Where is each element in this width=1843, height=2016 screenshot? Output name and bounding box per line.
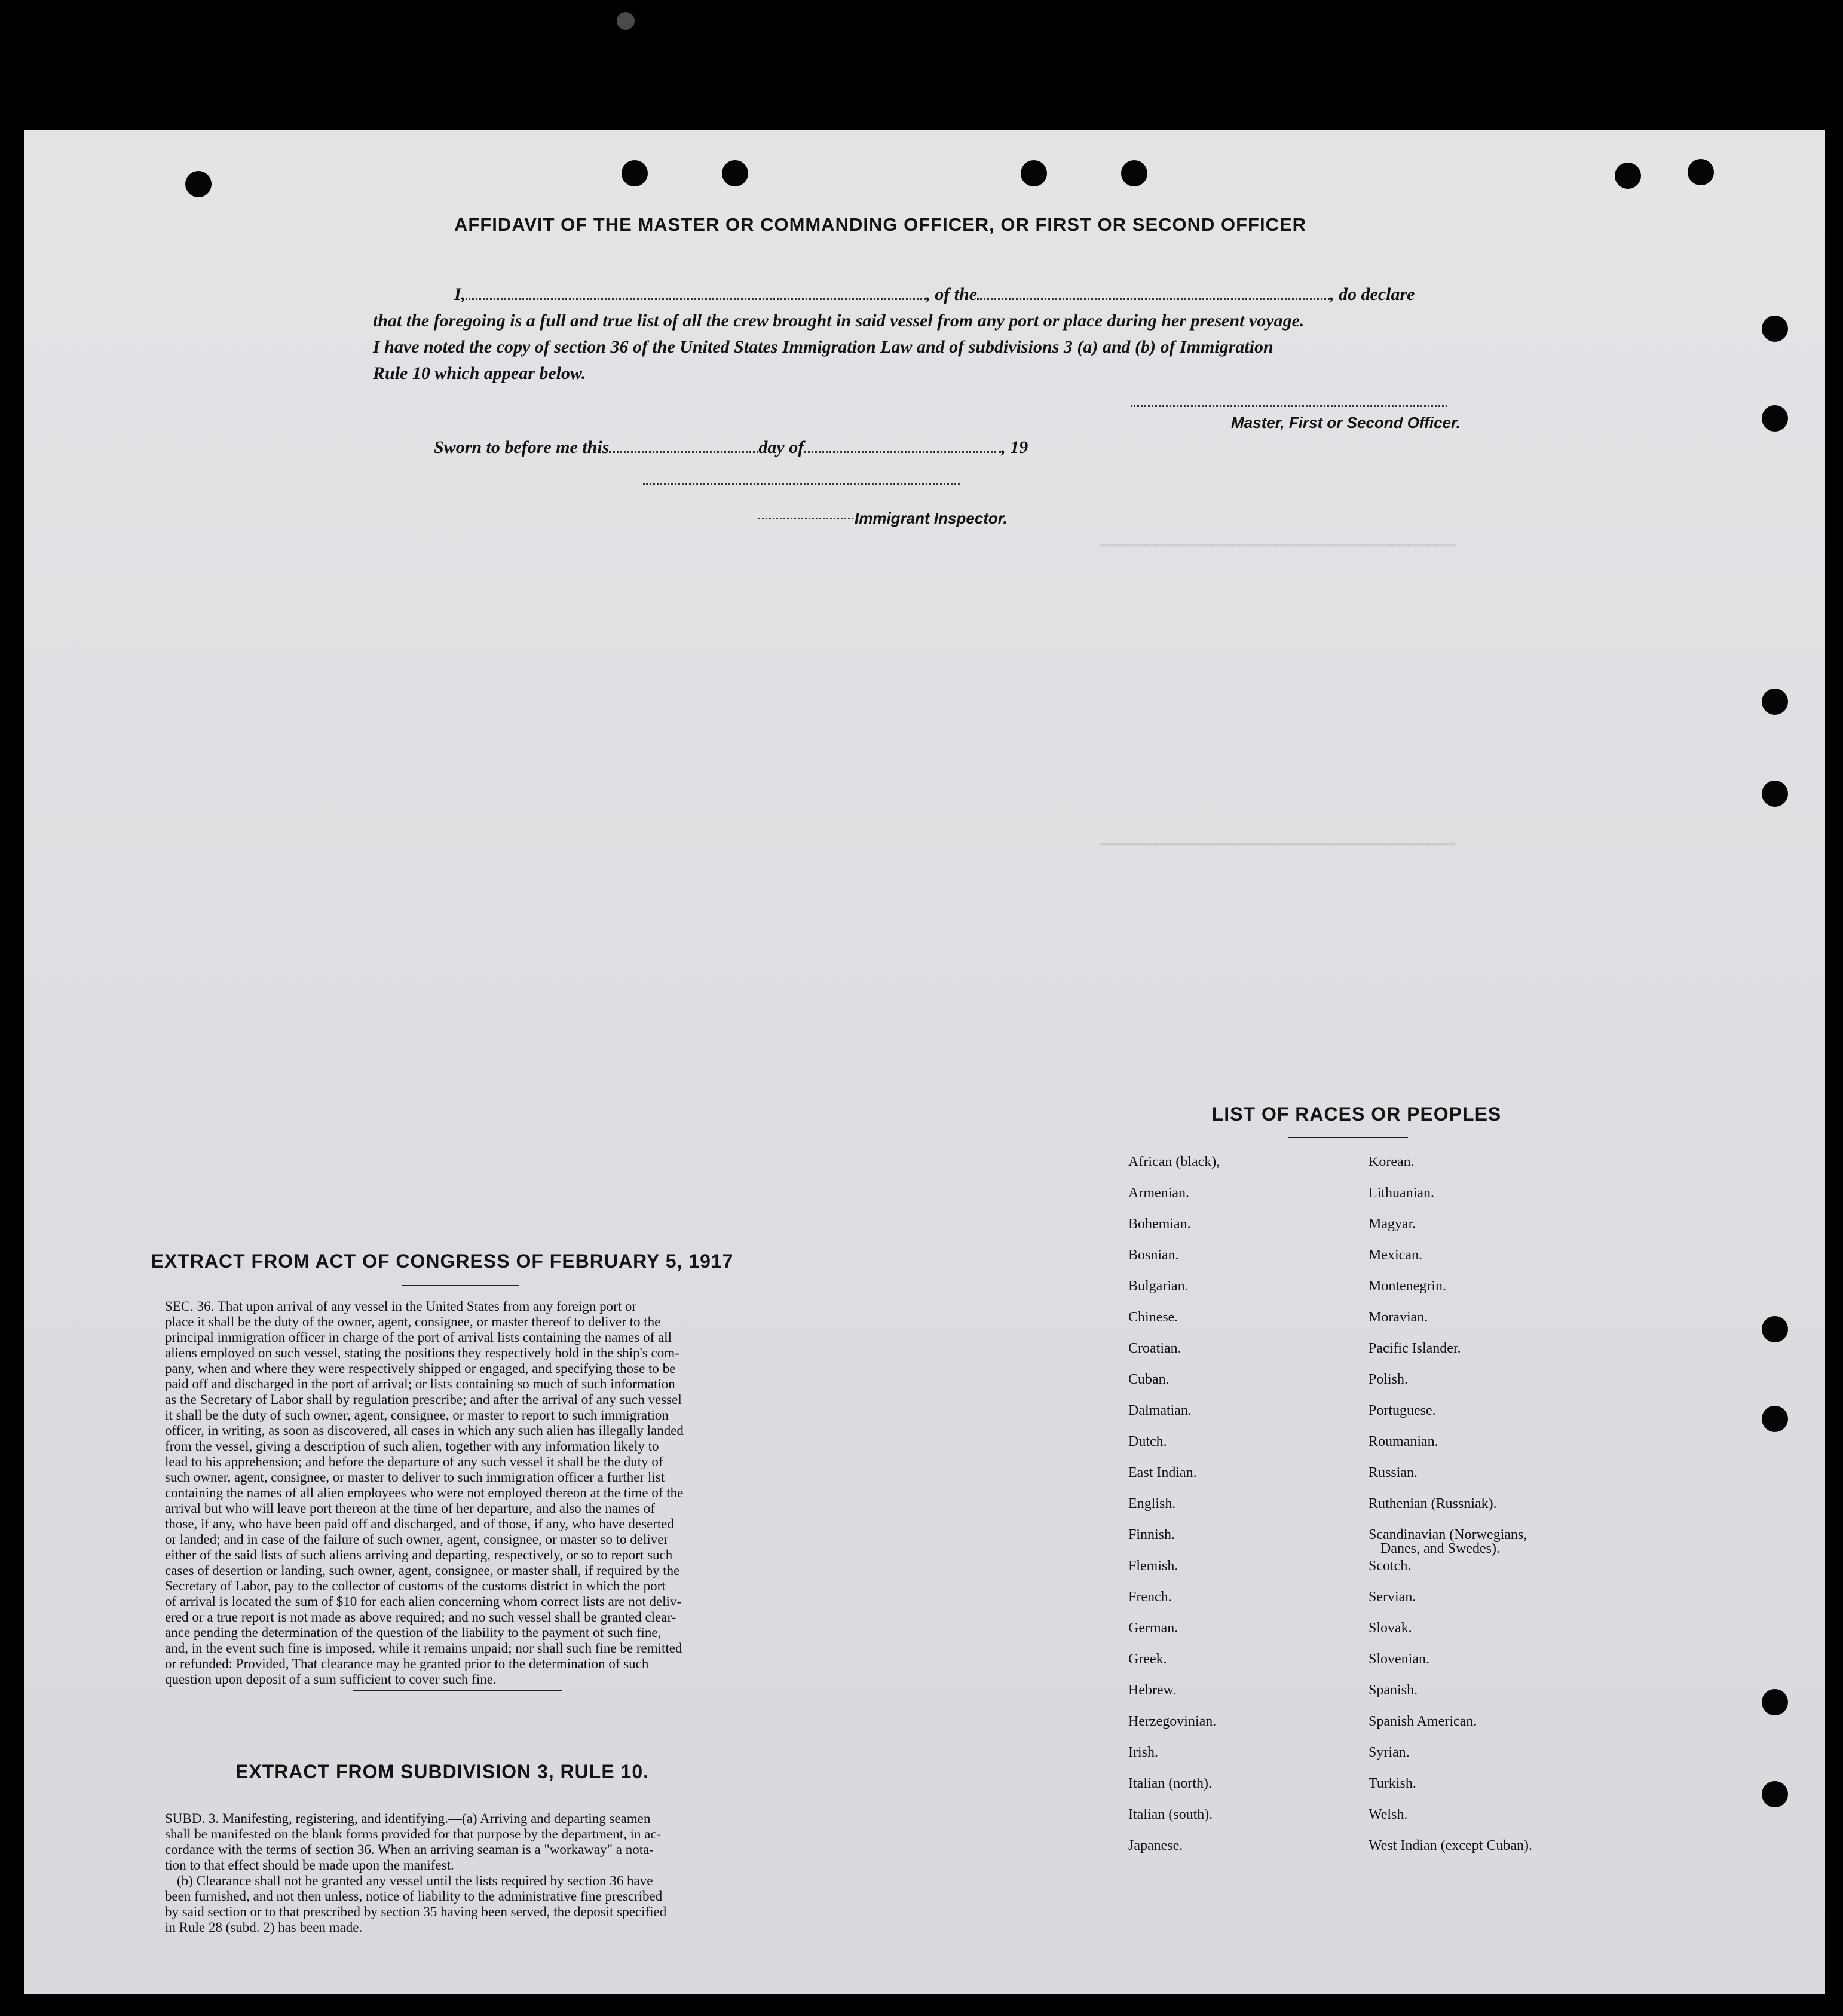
race-item: Danes, and Swedes).	[1380, 1541, 1500, 1556]
sworn-year: , 19	[1001, 438, 1028, 457]
sworn-line	[434, 438, 1211, 458]
act-line: containing the names of all alien employees who were not employed thereon at the time of the	[165, 1485, 684, 1500]
punch-hole	[722, 160, 748, 186]
race-item: Cuban.	[1128, 1372, 1170, 1387]
race-item: Slovak.	[1369, 1620, 1412, 1636]
race-item: English.	[1128, 1496, 1176, 1512]
race-item: Dalmatian.	[1128, 1403, 1192, 1418]
show-through-texture: ━━━━━━━━━━━━━━━━━━━━━━━━━━━━━━━━━━━━━━	[1100, 836, 1455, 854]
act-line: either of the said lists of such aliens arriving and departing, respectively, or so to report such	[165, 1547, 673, 1562]
punch-hole	[622, 160, 648, 186]
sworn-day-field[interactable]	[609, 451, 758, 453]
race-item: Flemish.	[1128, 1558, 1178, 1574]
inspector-signature-line[interactable]	[643, 483, 960, 485]
declaration-i: I,	[454, 284, 466, 304]
race-item: Korean.	[1369, 1154, 1415, 1170]
rule-extract-title: EXTRACT FROM SUBDIVISION 3, RULE 10.	[235, 1761, 650, 1782]
race-item: Bulgarian.	[1128, 1278, 1189, 1294]
inspector-signature-line-2[interactable]	[758, 518, 853, 519]
punch-hole	[1762, 1316, 1788, 1342]
race-item: Croatian.	[1128, 1341, 1181, 1356]
punch-hole	[1121, 160, 1147, 186]
race-item: Bosnian.	[1128, 1247, 1179, 1263]
race-item: Mexican.	[1369, 1247, 1422, 1263]
race-item: Chinese.	[1128, 1310, 1178, 1325]
race-item: Herzegovinian.	[1128, 1714, 1217, 1729]
officer-name-field[interactable]	[466, 298, 926, 300]
act-line: from the vessel, giving a description of such alien, together with any information likely to	[165, 1439, 659, 1454]
act-line: pany, when and where they were respectively shipped or engaged, and specifying those to be	[165, 1361, 676, 1376]
sworn-day-of: day of	[758, 438, 804, 457]
act-line: cases of desertion or landing, such owner, agent, consignee, or master shall, if required by the	[165, 1563, 680, 1578]
act-line: question upon deposit of a sum sufficient to cover such fine.	[165, 1672, 497, 1687]
races-title: LIST OF RACES OR PEOPLES	[1211, 1103, 1502, 1125]
race-item: Servian.	[1369, 1589, 1416, 1605]
act-line: paid off and discharged in the port of arrival; or lists containing so much of such information	[165, 1376, 675, 1391]
race-item: Polish.	[1369, 1372, 1409, 1387]
act-extract-title: EXTRACT FROM ACT OF CONGRESS OF FEBRUARY 5, 1917	[151, 1250, 734, 1272]
race-item: Hebrew.	[1128, 1682, 1177, 1698]
declaration-do-declare: , do declare	[1330, 284, 1415, 304]
declaration-line-4: Rule 10 which appear below.	[373, 363, 586, 383]
race-item: Slovenian.	[1369, 1651, 1429, 1667]
rule-line: shall be manifested on the blank forms provided for that purpose by the department, in ac-	[165, 1827, 662, 1841]
race-item: Scandinavian (Norwegians,	[1369, 1527, 1527, 1543]
sworn-prefix: Sworn to before me this	[434, 438, 610, 457]
race-item: Japanese.	[1128, 1838, 1183, 1853]
race-item: Magyar.	[1369, 1216, 1416, 1232]
act-line: such owner, agent, consignee, or master to deliver to such immigration officer a further list	[165, 1470, 665, 1485]
master-signature-label: Master, First or Second Officer.	[1231, 414, 1461, 432]
sworn-month-field[interactable]	[804, 451, 1001, 453]
race-item: Irish.	[1128, 1745, 1158, 1760]
show-through-texture: ━━━━━━━━━━━━━━━━━━━━━━━━━━━━━━━━━━━━━━	[1100, 537, 1455, 555]
race-item: Scotch.	[1369, 1558, 1412, 1574]
document-page	[24, 130, 1825, 1994]
race-item: Italian (south).	[1128, 1807, 1213, 1822]
act-line: of arrival is located the sum of $10 for each alien concerning whom correct lists are not deliv-	[165, 1594, 682, 1609]
punch-hole	[1688, 159, 1714, 185]
act-title-rule	[402, 1285, 519, 1286]
declaration-line-2: that the foregoing is a full and true list of all the crew brought in said vessel from any port or place during her present voyage.	[373, 311, 1305, 331]
affidavit-title: AFFIDAVIT OF THE MASTER OR COMMANDING OFFICER, OR FIRST OR SECOND OFFICER	[454, 214, 1307, 235]
rule-line: by said section or to that prescribed by section 35 having been served, the deposit specified	[165, 1904, 667, 1919]
race-item: French.	[1128, 1589, 1172, 1605]
race-item: Welsh.	[1369, 1807, 1408, 1822]
race-item: Russian.	[1369, 1465, 1418, 1480]
act-line: as the Secretary of Labor shall by regulation prescribe; and after the arrival of any such vessel	[165, 1392, 682, 1407]
top-notch	[617, 12, 635, 30]
act-line: officer, in writing, as soon as discovered, all cases in which any such alien has illegally landed	[165, 1423, 684, 1438]
punch-hole	[1762, 689, 1788, 715]
punch-hole	[1762, 316, 1788, 342]
punch-hole	[1615, 163, 1641, 189]
race-item: Spanish.	[1369, 1682, 1418, 1698]
race-item: Moravian.	[1369, 1310, 1428, 1325]
act-line: Secretary of Labor, pay to the collector of customs of the customs district in which the port	[165, 1578, 666, 1593]
act-line: and, in the event such fine is imposed, while it remains unpaid; nor shall such fine be remitted	[165, 1641, 682, 1656]
declaration-line-1	[454, 284, 1518, 305]
rule-line: tion to that effect should be made upon the manifest.	[165, 1858, 454, 1873]
race-item: Turkish.	[1369, 1776, 1416, 1791]
act-line: ered or a true report is not made as above required; and no such vessel shall be granted clear-	[165, 1610, 676, 1625]
punch-hole	[1762, 1406, 1788, 1432]
race-item: Italian (north).	[1128, 1776, 1212, 1791]
declaration-of-the: , of the	[926, 284, 978, 304]
rule-line: cordance with the terms of section 36. When an arriving seaman is a "workaway" a nota-	[165, 1842, 654, 1857]
declaration-line-3: I have noted the copy of section 36 of the United States Immigration Law and of subdivisions 3 (a) and (b) of Immigration	[373, 337, 1273, 357]
vessel-name-field[interactable]	[977, 298, 1330, 300]
punch-hole	[1762, 1781, 1788, 1807]
races-title-rule	[1288, 1137, 1408, 1138]
race-item: Pacific Islander.	[1369, 1341, 1461, 1356]
act-line: SEC. 36. That upon arrival of any vessel in the United States from any foreign port or	[165, 1299, 637, 1314]
race-item: Bohemian.	[1128, 1216, 1191, 1232]
act-line: aliens employed on such vessel, stating the positions they respectively hold in the ship's com-	[165, 1345, 679, 1360]
race-item: Syrian.	[1369, 1745, 1410, 1760]
act-line: or refunded: Provided, That clearance may be granted prior to the determination of such	[165, 1656, 649, 1671]
race-item: African (black),	[1128, 1154, 1220, 1170]
race-item: Portuguese.	[1369, 1403, 1436, 1418]
punch-hole	[185, 171, 212, 197]
race-item: Dutch.	[1128, 1434, 1167, 1449]
act-line: or landed; and in case of the failure of such owner, agent, consignee, or master so to deliver	[165, 1532, 669, 1547]
punch-hole	[1021, 160, 1047, 186]
act-line: ance pending the determination of the question of the liability to the payment of such fine,	[165, 1625, 662, 1640]
race-item: West Indian (except Cuban).	[1369, 1838, 1532, 1853]
inspector-signature-label: Immigrant Inspector.	[855, 509, 1008, 527]
punch-hole	[1762, 781, 1788, 807]
master-signature-line[interactable]	[1131, 405, 1447, 407]
punch-hole	[1762, 1689, 1788, 1715]
act-line: it shall be the duty of such owner, agent, consignee, or master to report to such immigration	[165, 1408, 669, 1422]
race-item: Armenian.	[1128, 1185, 1189, 1201]
act-line: lead to his apprehension; and before the departure of any such vessel it shall be the duty of	[165, 1454, 663, 1469]
race-item: East Indian.	[1128, 1465, 1197, 1480]
race-item: Lithuanian.	[1369, 1185, 1434, 1201]
section-divider-rule	[353, 1690, 562, 1691]
act-line: those, if any, who have been paid off and discharged, and of those, if any, who have deserted	[165, 1516, 675, 1531]
race-item: German.	[1128, 1620, 1178, 1636]
rule-line: in Rule 28 (subd. 2) has been made.	[165, 1920, 363, 1935]
race-item: Roumanian.	[1369, 1434, 1438, 1449]
act-line: place it shall be the duty of the owner, agent, consignee, or master thereof to deliver to the	[165, 1314, 661, 1329]
race-item: Finnish.	[1128, 1527, 1175, 1543]
rule-line: SUBD. 3. Manifesting, registering, and identifying.—(a) Arriving and departing seamen	[165, 1811, 651, 1826]
race-item: Spanish American.	[1369, 1714, 1477, 1729]
punch-hole	[1762, 405, 1788, 432]
act-line: arrival but who will leave port thereon at the time of her departure, and also the names of	[165, 1501, 656, 1516]
race-item: Greek.	[1128, 1651, 1167, 1667]
race-item: Ruthenian (Russniak).	[1369, 1496, 1497, 1512]
rule-line: been furnished, and not then unless, notice of liability to the administrative fine prescribed	[165, 1889, 663, 1904]
race-item: Montenegrin.	[1369, 1278, 1446, 1294]
rule-line: (b) Clearance shall not be granted any vessel until the lists required by section 36 have	[177, 1873, 653, 1888]
act-line: principal immigration officer in charge of the port of arrival lists containing the names of all	[165, 1330, 672, 1345]
